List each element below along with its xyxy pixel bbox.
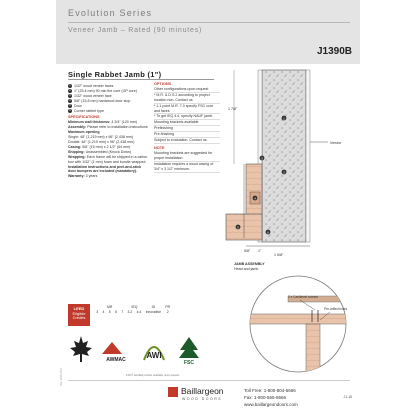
dim-bottom-label: 1 5/8" <box>274 253 284 257</box>
leed-badge <box>68 304 90 326</box>
option-item: * 1.1 point M.R. 7.0 specify FSC core and faces <box>154 104 220 115</box>
fsc-logo <box>176 334 202 366</box>
legend-text: 1" (25.4 mm) 90 min fire core (GP core) <box>74 88 137 93</box>
option-item: Other configurations upon request <box>154 87 220 93</box>
legend-text: 1/32" wood veneer face <box>74 93 112 98</box>
svg-text:5: 5 <box>237 225 239 230</box>
jamb-assembly-detail <box>248 274 348 374</box>
left-column <box>68 84 150 179</box>
spec-value: 5/8" (15 mm) x 2 1/2" (64 mm) <box>82 144 131 149</box>
drywall-right <box>306 70 310 242</box>
spec-label: Warranty: <box>68 174 85 179</box>
jamb-section-drawing <box>224 62 358 258</box>
brand-mark-icon <box>168 387 178 397</box>
website-link[interactable]: www.baillargeondoors.com <box>244 402 298 407</box>
leed-block <box>68 304 208 330</box>
vendor-label: Vendor <box>330 141 342 145</box>
product-code: J1390B <box>316 46 352 57</box>
callout-marker-6 <box>266 230 271 235</box>
spec-wrapping <box>68 155 150 165</box>
head-jamb <box>248 314 348 324</box>
footer-divider <box>68 380 350 381</box>
legend-number: 5 <box>69 103 71 107</box>
legend-item <box>68 109 150 114</box>
leed-cell: 7 <box>121 309 124 314</box>
leed-cell: 3 <box>96 309 99 314</box>
page-number: J1-18 <box>343 395 352 399</box>
product-subtitle: Veneer Jamb – Rated (90 minutes) <box>68 27 203 34</box>
svg-text:6: 6 <box>267 230 269 235</box>
leed-col-header: ID <box>151 304 156 309</box>
options-heading: OPTIONS <box>154 82 172 86</box>
leed-col-header: PR <box>165 304 171 309</box>
callout-holes: Pre-drilled holes <box>324 307 348 311</box>
callout-marker-1 <box>282 116 287 121</box>
leed-col-header: MR <box>107 304 113 309</box>
spec-value: 4 3/4" (120 mm) <box>111 120 137 125</box>
specifications-heading: SPECIFICATIONS <box>68 115 100 120</box>
legend-number: 6 <box>69 108 71 112</box>
option-item: Pre-finishing <box>154 132 220 138</box>
brand-name: Baillargeon <box>181 386 224 396</box>
header-band <box>56 0 360 64</box>
spec-label: Wrapping: <box>68 154 86 159</box>
middle-column <box>154 80 220 173</box>
svg-text:1: 1 <box>283 116 285 121</box>
brand-logo <box>168 386 224 401</box>
leed-value-row <box>94 309 172 314</box>
toll-free-number: Toll Free: 1-800-804-5666 <box>244 388 296 393</box>
brand-subtitle: WOOD DOORS <box>182 396 223 401</box>
fsc-note: FSC® certified product available upon request. <box>126 374 180 377</box>
jamb-assembly-subtitle: Head and jamb <box>234 266 259 271</box>
legend-text: Corner rabbet type <box>74 108 104 113</box>
awi-logo <box>140 336 168 364</box>
spec-value: Unassembled (Knock Down) <box>85 149 132 154</box>
callout-marker-4 <box>253 196 258 201</box>
leed-cell: 3.2 <box>127 309 133 314</box>
note-item: Mounting brackets are suggested for proper installation. <box>154 151 220 162</box>
legend-text: 1/32" wood veneer faces <box>74 84 114 88</box>
page-margin-left <box>0 0 56 416</box>
leed-cell: 5 <box>108 309 111 314</box>
fax-number: Fax: 1-800-565-8666 <box>244 395 287 400</box>
option-item: * M.R. & D.S.2 according to project location rion. Contact us. <box>154 93 220 104</box>
option-item: Prefinishing <box>154 126 220 132</box>
side-jamb <box>306 324 320 374</box>
legend-text: 5/8" (15.8 mm) hardwood door stop <box>74 98 131 103</box>
spec-label: Minimum wall thickness: <box>68 120 111 125</box>
jamb-assembly-caption <box>234 262 314 272</box>
spec-value: Please refer to installation instructions <box>87 125 148 130</box>
leed-col-header: IEQ <box>131 304 138 309</box>
legend-number: 4 <box>69 98 71 102</box>
spec-label: Casing: <box>68 144 82 149</box>
dim-left-label-b: 1" <box>258 249 262 253</box>
leed-cell: innovative <box>145 309 161 314</box>
svg-text:3: 3 <box>261 156 263 161</box>
option-item: Subject to evaluation. Contact us. <box>154 138 220 144</box>
legend-number: 3 <box>69 93 71 97</box>
callout-screws: 2 x Cantilevel screws <box>288 295 318 299</box>
legend-text: Door <box>74 103 82 108</box>
callout-marker-2 <box>282 170 287 175</box>
svg-text:AWMAC: AWMAC <box>106 357 126 363</box>
spec-sheet-page <box>56 0 360 416</box>
callout-marker-5 <box>236 225 241 230</box>
spec-label: Shipping: <box>68 149 85 154</box>
note-item: Installation requires a wood casing of 3/4" x 3 1/2" minimum. <box>154 162 220 173</box>
spec-label: Assembly: <box>68 125 87 130</box>
wall-section <box>262 70 306 242</box>
spec-value: 3 years <box>85 174 98 179</box>
spec-warranty <box>68 174 150 179</box>
leed-cell: 2 <box>166 309 169 314</box>
leed-badge-top: LEED <box>73 306 85 311</box>
spec-install-note: Installation instructions and peel-and-stick door bumpers are included (mandatory). <box>68 164 142 174</box>
contact-info <box>244 387 298 408</box>
svg-text:2: 2 <box>283 170 285 175</box>
option-item: Mounting brackets available <box>154 120 220 126</box>
leed-badge-mid: Eligible <box>72 310 86 316</box>
leed-cell: 4 <box>102 309 105 314</box>
legend-number: 1 <box>69 84 71 87</box>
leed-credit-table <box>94 304 172 314</box>
spec-max-single: Single: 48" (1,219 mm) x 96" (2,438 mm) <box>68 135 134 140</box>
header-divider <box>68 22 350 23</box>
jamb-assembly-title: JAMB ASSEMBLY <box>234 262 265 266</box>
svg-text:FSC: FSC <box>184 360 194 366</box>
spec-max-opening-label: Maximum opening <box>68 130 100 135</box>
series-title: Evolution Series <box>68 8 153 18</box>
spec-max-double: Double: 48" (1,219 mm) x 96" (2,438 mm) <box>68 139 135 144</box>
svg-text:AWI: AWI <box>146 351 162 360</box>
awmac-logo <box>98 340 134 364</box>
certification-logos <box>68 334 218 374</box>
note-heading: NOTE <box>154 145 165 150</box>
leed-cell: 6 <box>114 309 117 314</box>
legend-number: 2 <box>69 88 71 92</box>
dim-top-label: 1 7/8" <box>228 107 238 111</box>
canada-maple-leaf-icon <box>68 334 94 364</box>
leed-cell: 4.4 <box>136 309 142 314</box>
option-item: * To get IEQ 4.4, specify NAUF jamb. <box>154 114 220 120</box>
revision-note: Rev: 2016-2017 <box>60 368 63 386</box>
product-title: Single Rabbet Jamb (1") <box>68 70 162 79</box>
dim-left-label-a: 5/8" <box>244 249 251 253</box>
leed-badge-bot: Credits <box>72 315 86 320</box>
callout-marker-3 <box>260 156 265 161</box>
svg-text:4: 4 <box>254 196 256 201</box>
spec-value: Each frame will be shipped in a carton box with 1/32" (1 mm) foam and bundle wrapped. <box>68 154 148 164</box>
